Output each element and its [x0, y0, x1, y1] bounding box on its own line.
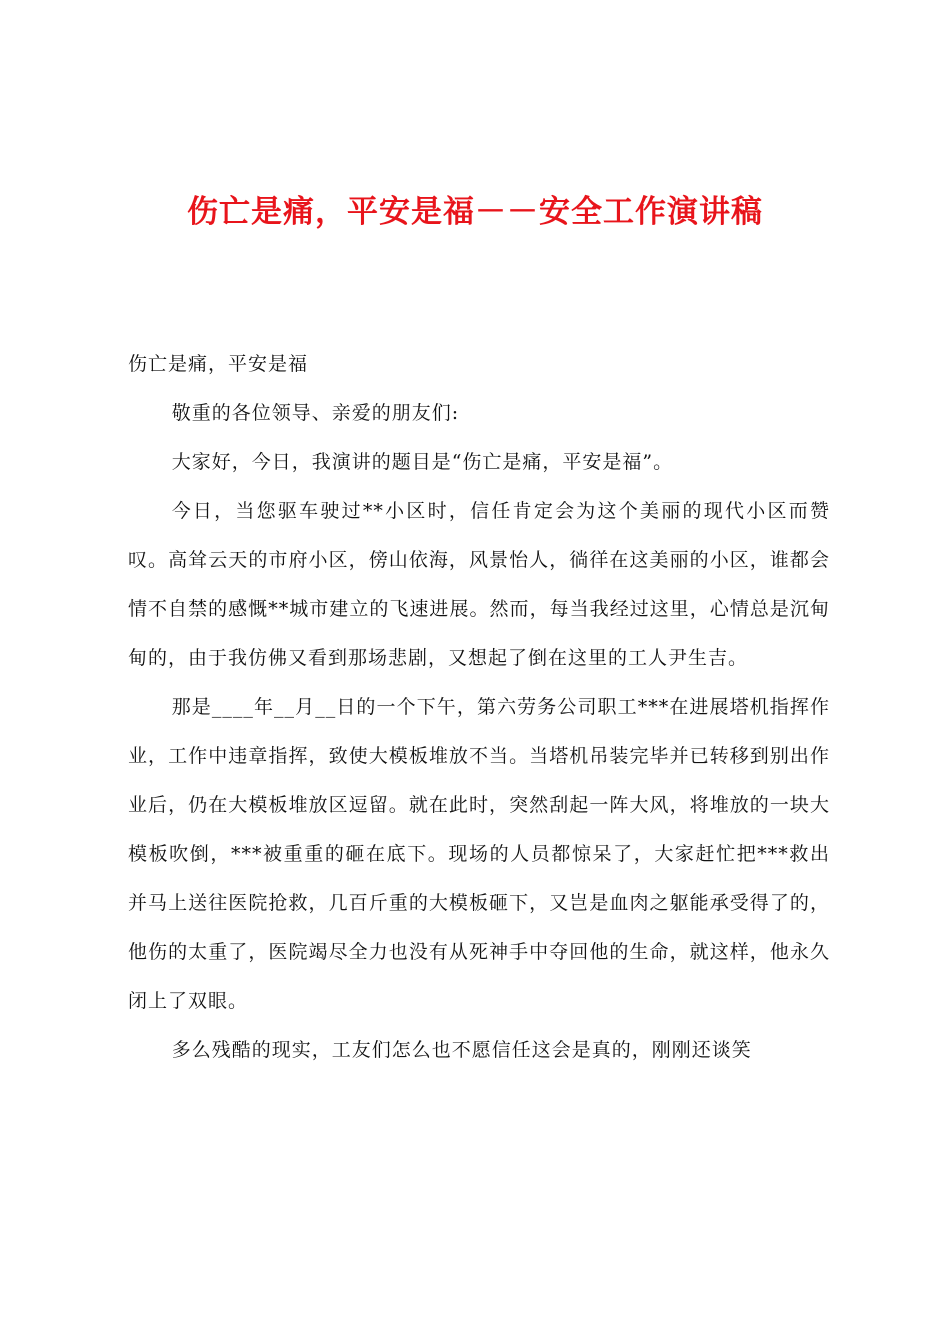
document-title: 伤亡是痛，平安是福－－安全工作演讲稿 [187, 194, 763, 230]
greeting-paragraph: 敬重的各位领导、亲爱的朋友们: [171, 402, 460, 424]
document-body [128, 340, 830, 1075]
body-paragraph: 今日，当您驱车驶过**小区时，信任肯定会为这个美丽的现代小区而赞叹。高耸云天的市府小区，傍山依海，风景怡人，徜徉在这美丽的小区，谁都会情不自禁的感慨**城市建立的飞速进展。然而，每当我经过这里，心情总是沉甸甸的，由于我仿佛又看到那场悲剧，又想起了倒在这里的工人尹生吉。 [128, 500, 830, 669]
subtitle-line: 伤亡是痛，平安是福 [128, 353, 309, 375]
body-paragraph: 多么残酷的现实，工友们怎么也不愿信任这会是真的，刚刚还谈笑 [171, 1039, 752, 1061]
body-paragraph: 那是____年__月__日的一个下午，第六劳务公司职工***在进展塔机指挥作业，工作中违章指挥，致使大模板堆放不当。当塔机吊装完毕并已转移到别出作业后，仍在大模板堆放区逗留。就在此时，突然刮起一阵大风，将堆放的一块大模板吹倒，***被重重的砸在底下。现场的人员都惊呆了，大家赶忙把***救出并马上送往医院抢救，几百斤重的大模板砸下，又岂是血肉之躯能承受得了的，他伤的太重了，医院竭尽全力也没有从死神手中夺回他的生命，就这样，他永久闭上了双眼。 [128, 696, 830, 1012]
intro-paragraph: 大家好，今日，我演讲的题目是“伤亡是痛，平安是福”。 [171, 451, 674, 473]
